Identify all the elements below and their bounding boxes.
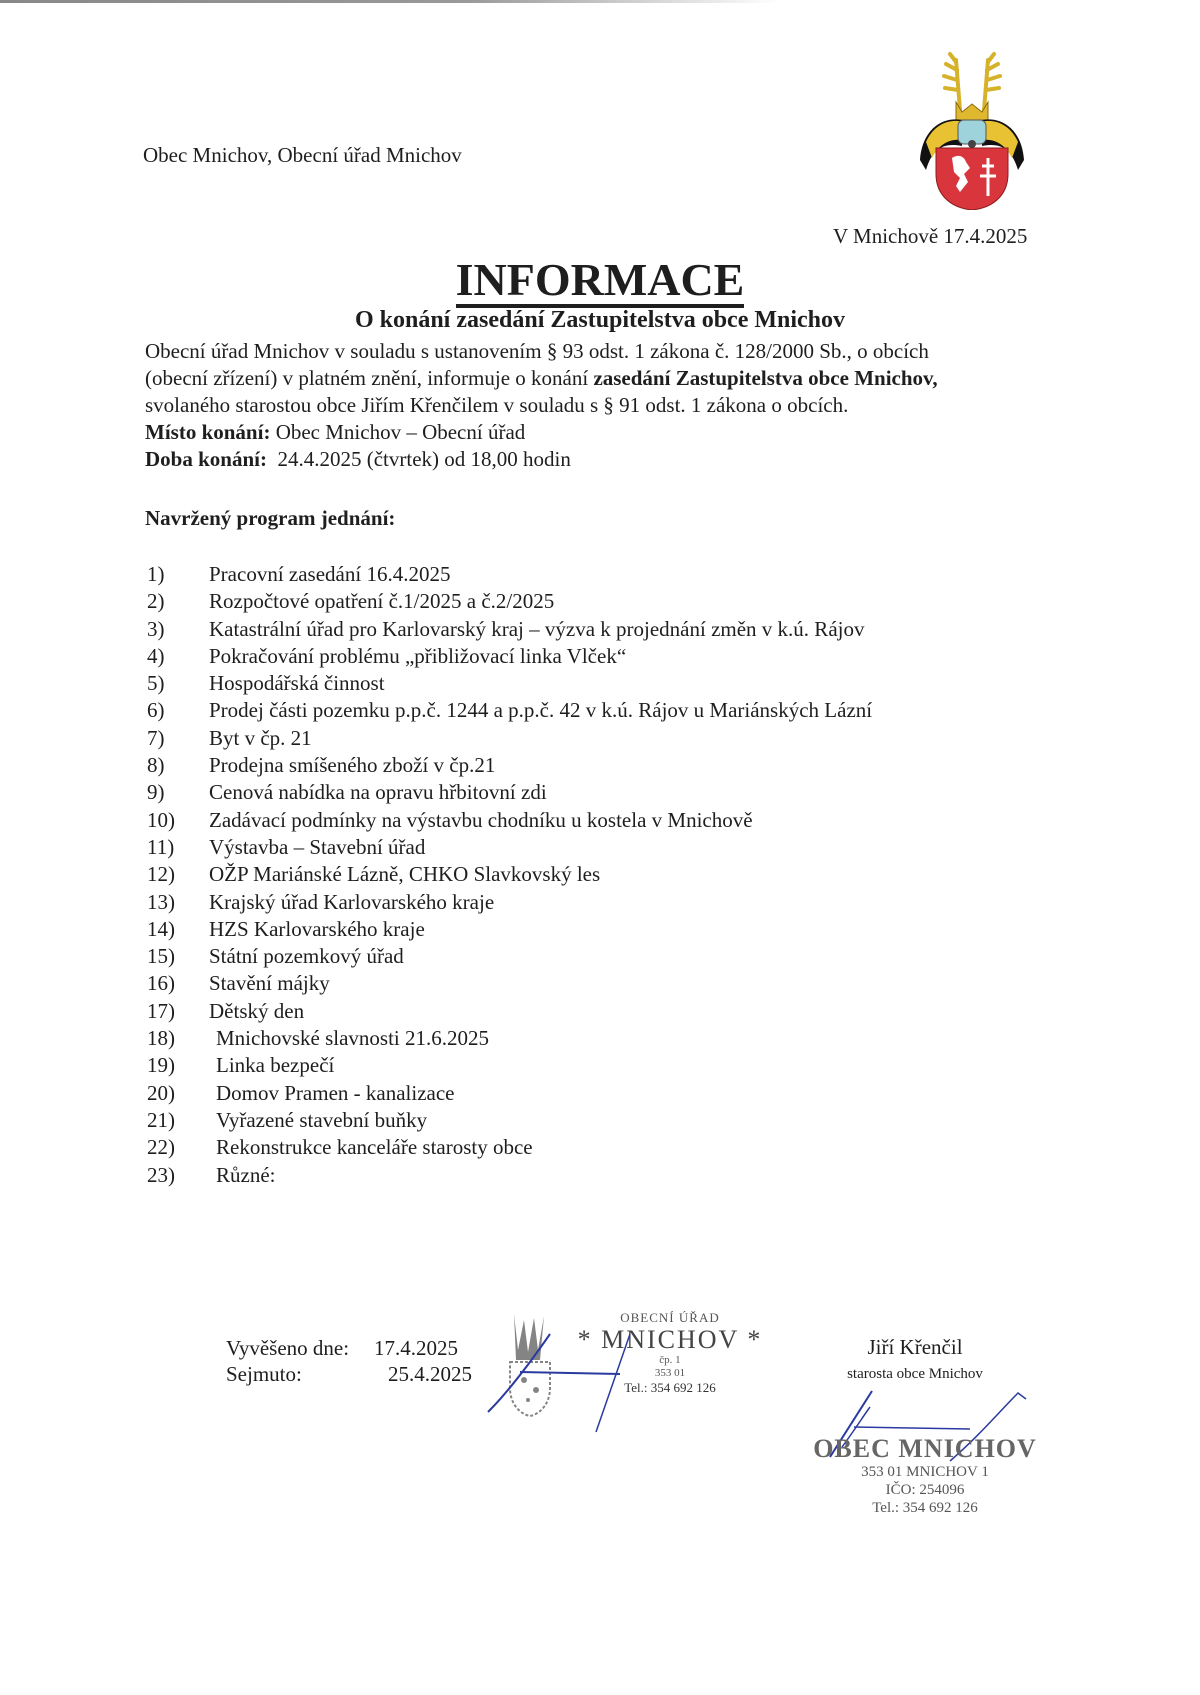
meeting-time — [145, 446, 1065, 473]
agenda-text: Linka bezpečí — [216, 1053, 335, 1078]
agenda-item — [147, 834, 872, 861]
meeting-place — [145, 419, 1065, 446]
agenda-text: Katastrální úřad pro Karlovarský kraj – výzva k projednání změn v k.ú. Rájov — [209, 616, 865, 641]
agenda-number: 15) — [147, 944, 175, 969]
body-line-2-text: (obecní zřízení) v platném znění, informuje o konání — [145, 366, 594, 390]
posted-date: 17.4.2025 — [374, 1336, 458, 1360]
agenda-text: Rekonstrukce kanceláře starosty obce — [216, 1135, 533, 1160]
agenda-text: Rozpočtové opatření č.1/2025 a č.2/2025 — [209, 589, 555, 614]
office-stamp-line4: 353 01 — [654, 1367, 686, 1379]
agenda-item — [147, 807, 872, 834]
agenda-text: Stavění májky — [209, 971, 330, 996]
agenda-number: 8) — [147, 753, 165, 778]
agenda-item — [147, 943, 872, 970]
agenda-item — [147, 643, 872, 670]
agenda-item — [147, 752, 872, 779]
document-subtitle: O konání zasedání Zastupitelstva obce Mnichov — [354, 307, 846, 333]
agenda-number: 14) — [147, 916, 175, 941]
office-stamp-line3: čp. 1 — [659, 1354, 681, 1366]
agenda-item — [147, 1107, 872, 1134]
stamp-crest-icon — [484, 1310, 574, 1420]
municipality-stamp-line1: OBEC MNICHOV — [813, 1434, 1037, 1463]
agenda-text: Prodej části pozemku p.p.č. 1244 a p.p.č. 42 v k.ú. Rájov u Mariánských Lázní — [209, 698, 873, 723]
meeting-place-label: Místo konání: — [145, 420, 271, 444]
agenda-text: Výstavba – Stavební úřad — [209, 834, 426, 859]
agenda-text: Domov Pramen - kanalizace — [216, 1080, 455, 1105]
body-line-1: Obecní úřad Mnichov v souladu s ustanovením § 93 odst. 1 zákona č. 128/2000 Sb., o obcích — [145, 339, 929, 363]
posted-label: Vyvěšeno dne: — [226, 1336, 350, 1360]
agenda-text: Mnichovské slavnosti 21.6.2025 — [216, 1026, 489, 1051]
agenda-item — [147, 1080, 872, 1107]
agenda-number: 3) — [147, 616, 165, 641]
agenda-number: 22) — [147, 1135, 175, 1160]
body-line-2 — [145, 365, 1065, 392]
agenda-number: 23) — [147, 1162, 175, 1187]
agenda-number: 19) — [147, 1053, 175, 1078]
agenda-number: 13) — [147, 889, 175, 914]
scan-edge-line — [0, 0, 780, 3]
agenda-number: 18) — [147, 1026, 175, 1051]
agenda-item — [147, 861, 872, 888]
agenda-item — [147, 1162, 872, 1189]
coat-of-arms-icon — [912, 50, 1032, 210]
agenda-text: Státní pozemkový úřad — [209, 944, 404, 969]
municipality-stamp — [800, 1435, 1050, 1517]
agenda-item — [147, 779, 872, 806]
program-heading: Navržený program jednání: — [145, 506, 396, 530]
agenda-list — [147, 561, 872, 1189]
agenda-text: Cenová nabídka na opravu hřbitovní zdi — [209, 780, 547, 805]
meeting-time-label: Doba konání: — [145, 447, 267, 471]
agenda-item — [147, 1134, 872, 1161]
office-stamp-line2: * MNICHOV * — [577, 1325, 763, 1354]
office-stamp — [570, 1310, 770, 1395]
agenda-item — [147, 725, 872, 752]
agenda-item — [147, 670, 872, 697]
agenda-text: Zadávací podmínky na výstavbu chodníku u kostela v Mnichově — [209, 807, 753, 832]
agenda-number: 6) — [147, 698, 165, 723]
signer-name: Jiří Křenčil — [867, 1335, 963, 1359]
agenda-number: 10) — [147, 807, 175, 832]
agenda-number: 12) — [147, 862, 175, 887]
agenda-text: Dětský den — [209, 998, 305, 1023]
agenda-number: 1) — [147, 562, 165, 586]
agenda-text: HZS Karlovarského kraje — [209, 916, 425, 941]
agenda-number: 4) — [147, 643, 165, 668]
agenda-text: Pracovní zasedání 16.4.2025 — [209, 562, 451, 586]
document-title-text: INFORMACE — [456, 256, 745, 308]
header-organization: Obec Mnichov, Obecní úřad Mnichov — [143, 143, 462, 167]
signer-block — [800, 1335, 1030, 1383]
municipality-stamp-line3: IČO: 254096 — [885, 1482, 965, 1498]
meeting-place-value: Obec Mnichov – Obecní úřad — [270, 420, 526, 444]
agenda-number: 7) — [147, 725, 165, 750]
posted-row — [226, 1335, 472, 1361]
body-line-2-bold: zasedání Zastupitelstva obce Mnichov, — [593, 366, 938, 390]
agenda-number: 20) — [147, 1080, 175, 1105]
agenda-text: Byt v čp. 21 — [209, 725, 312, 750]
municipality-stamp-line2: 353 01 MNICHOV 1 — [861, 1464, 989, 1480]
agenda-item — [147, 588, 872, 615]
agenda-text: Pokračování problému „přibližovací linka Vlček“ — [209, 643, 627, 668]
agenda-number: 16) — [147, 971, 175, 996]
agenda-item — [147, 1025, 872, 1052]
agenda-text: OŽP Mariánské Lázně, CHKO Slavkovský les — [209, 862, 601, 887]
document-body — [145, 338, 1065, 473]
agenda-item — [147, 998, 872, 1025]
agenda-item — [147, 1052, 872, 1079]
agenda-number: 9) — [147, 780, 165, 805]
agenda-item — [147, 561, 872, 588]
place-and-date: V Mnichově 17.4.2025 — [833, 224, 1028, 248]
office-stamp-line5: Tel.: 354 692 126 — [624, 1380, 716, 1395]
agenda-text: Vyřazené stavební buňky — [216, 1107, 428, 1132]
agenda-text: Prodejna smíšeného zboží v čp.21 — [209, 753, 496, 778]
agenda-number: 21) — [147, 1107, 175, 1132]
removed-row — [226, 1361, 472, 1387]
removed-label: Sejmuto: — [226, 1362, 302, 1386]
office-stamp-line1: OBECNÍ ÚŘAD — [620, 1310, 720, 1325]
agenda-number: 5) — [147, 671, 165, 696]
document-title — [0, 253, 1200, 308]
agenda-number: 11) — [147, 834, 175, 859]
agenda-item — [147, 889, 872, 916]
agenda-item — [147, 616, 872, 643]
agenda-number: 17) — [147, 998, 175, 1023]
agenda-text: Krajský úřad Karlovarského kraje — [209, 889, 495, 914]
agenda-text: Hospodářská činnost — [209, 671, 385, 696]
agenda-item — [147, 697, 872, 724]
body-line-3: svolaného starostou obce Jiřím Křenčilem v souladu s § 91 odst. 1 zákona o obcích. — [145, 393, 849, 417]
municipality-stamp-line4: Tel.: 354 692 126 — [872, 1500, 978, 1516]
agenda-number: 2) — [147, 589, 165, 614]
posting-dates — [226, 1335, 472, 1387]
agenda-item — [147, 916, 872, 943]
signer-role: starosta obce Mnichov — [847, 1366, 983, 1382]
meeting-time-value: 24.4.2025 (čtvrtek) od 18,00 hodin — [266, 447, 571, 471]
agenda-item — [147, 970, 872, 997]
removed-date: 25.4.2025 — [388, 1362, 472, 1386]
agenda-text: Různé: — [216, 1162, 276, 1187]
